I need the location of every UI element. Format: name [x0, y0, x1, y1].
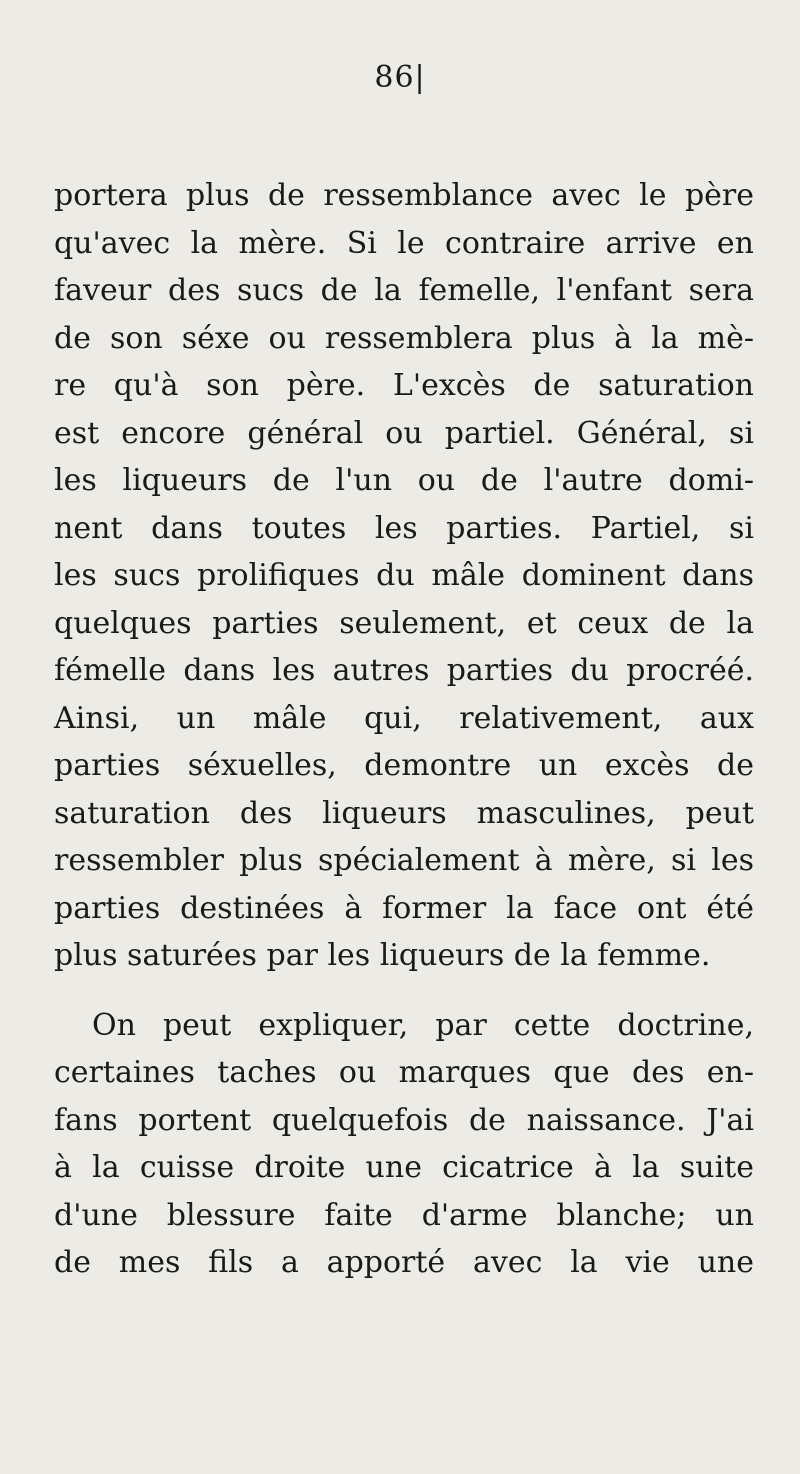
- text-line: fémelle dans les autres parties du procréé.: [54, 653, 754, 688]
- page-number: 86|: [374, 60, 426, 95]
- text-line: nent dans toutes les parties. Partiel, si: [54, 510, 754, 546]
- text-line: plus saturées par les liqueurs de la femme.: [54, 938, 711, 973]
- paragraph-spacer: [54, 980, 754, 1002]
- text-line: portera plus de ressemblance avec le père: [54, 178, 754, 213]
- text-line: d'une blessure faite d'arme blanche; un: [54, 1197, 754, 1233]
- text-line: fans portent quelquefois de naissance. J'ai: [54, 1102, 754, 1138]
- text-line: certaines taches ou marques que des en-: [54, 1055, 754, 1090]
- text-line: On peut expliquer, par cette doctrine,: [92, 1007, 754, 1043]
- text-line: de mes fils a apporté avec la vie une: [54, 1245, 754, 1280]
- text-line: faveur des sucs de la femelle, l'enfant sera: [54, 273, 754, 308]
- text-line: les liqueurs de l'un ou de l'autre domi-: [54, 463, 754, 498]
- text-line: de son séxe ou ressemblera plus à la mè-: [54, 320, 754, 356]
- text-line: à la cuisse droite une cicatrice à la suite: [54, 1150, 754, 1185]
- text-line: saturation des liqueurs masculines, peut: [54, 795, 754, 831]
- text-line: re qu'à son père. L'excès de saturation: [54, 368, 754, 403]
- text-line: qu'avec la mère. Si le contraire arrive en: [54, 225, 754, 261]
- text-line: Ainsi, un mâle qui, relativement, aux: [54, 700, 754, 736]
- text-line: parties destinées à former la face ont été: [54, 890, 754, 926]
- text-line: quelques parties seulement, et ceux de la: [54, 605, 754, 641]
- text-line: les sucs prolifiques du mâle dominent dans: [54, 558, 754, 593]
- paragraph-2: [54, 1002, 754, 1287]
- paragraph-1: [54, 172, 754, 980]
- text-line: ressembler plus spécialement à mère, si les: [54, 843, 754, 878]
- text-line: parties séxuelles, demontre un excès de: [54, 748, 754, 783]
- text-line: est encore général ou partiel. Général, si: [54, 415, 754, 451]
- page-text: [54, 172, 754, 1287]
